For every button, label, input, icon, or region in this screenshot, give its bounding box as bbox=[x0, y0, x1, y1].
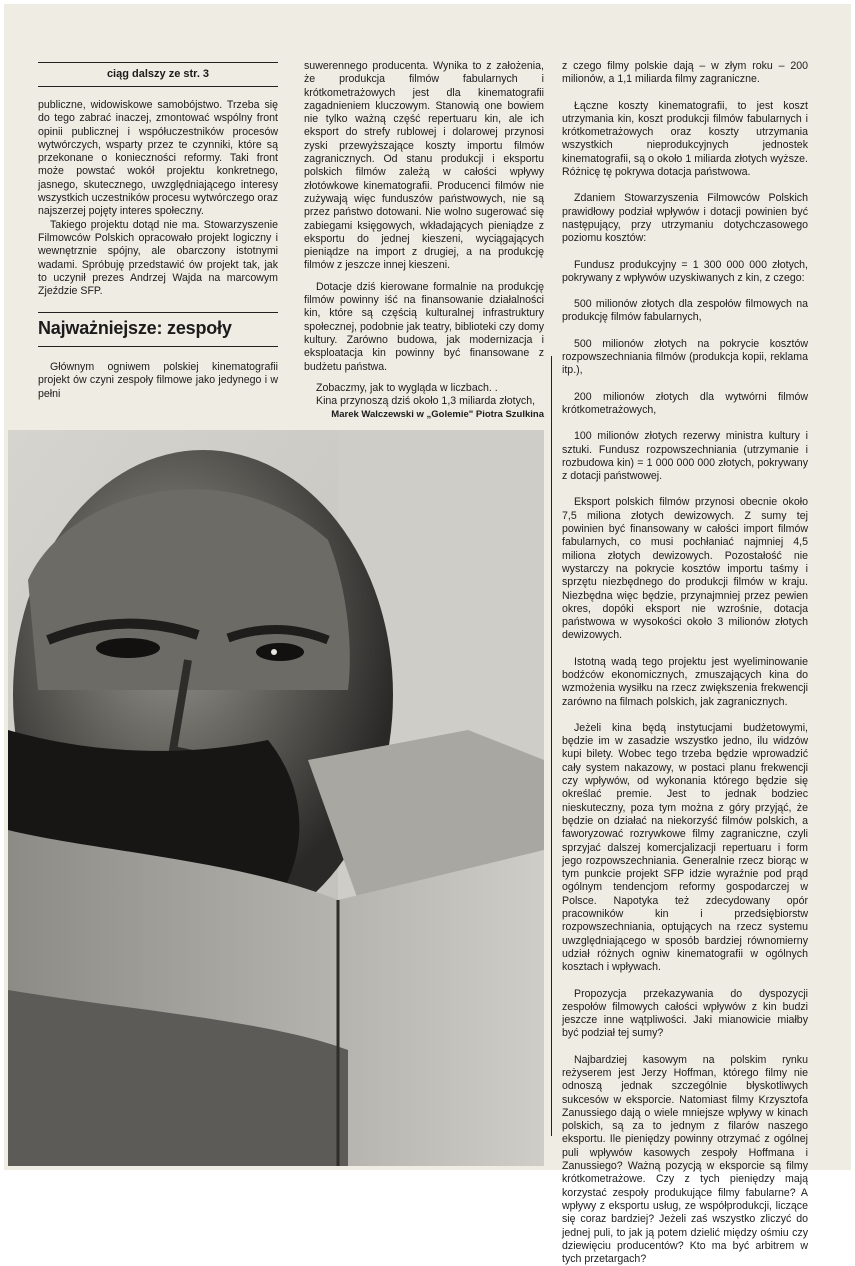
column-3 bbox=[562, 60, 808, 1266]
paragraph: Jeżeli kina będą instytucjami budżetowymi, będzie im w zasadzie wszystko jedno, ilu widzów kupi bilety. Wobec tego trzeba będzie wprowadzić cały system nakazowy, w postaci planu frekwencji czy wpływów, od wykonania którego będzie się określać premie. Jest to jednak bodziec nieskuteczny, poza tym można z góry przyjąć, że będzie on działać na niekorzyść filmów polskich, a faworyzować rozrywkowe filmy zagraniczne, czyli sprzyjać dalszej komercjalizacji repertuaru i form jego rozpowszechniania. Generalnie rzecz biorąc w tym punkcie projekt SFP idzie wyraźnie pod prąd ogólnym tendencjom reformy gospodarczej w Polsce. Napotyka też zdecydowany opór pracowników kin i przedsiębiorstw rozpowszechniania, optujących na rzecz systemu uwzględniającego w sposób bardziej równomierny udział różnych ogniw kinematografii w ogólnych kosztach i wpływach. bbox=[562, 721, 808, 974]
paragraph: Najbardziej kasowym na polskim rynku reżyserem jest Jerzy Hoffman, którego filmy nie odnoszą jednak szczególnie błyskotliwych sukcesów w eksporcie. Natomiast filmy Krzysztofa Zanussiego dają o wiele mniejsze wpływy w kinach polskich, są za to jednym z filarów naszego eksportu. Ile pieniędzy powinny otrzymać z ogólnej puli wpływów kasowych zespoły Hoffmana i Zanussiego? Ważną pozycją w eksporcie są filmy krótkometrażowe. Czy z tych pieniędzy mają korzystać zespoły produkujące filmy fabularne? A wpływy z eksportu usług, ze współprodukcji, liczące się coraz bardziej? Jeżeli zaś wszystko zliczyć do jednej puli, to jak ją potem dzielić między ośmiu czy dziewięciu producentów? Kto ma być arbitrem w tych przetargach? bbox=[562, 1053, 808, 1266]
heading-rule-top bbox=[38, 312, 278, 313]
paragraph: Łączne koszty kinematografii, to jest koszt utrzymania kin, koszt produkcji filmów fabularnych i krótkometrażowych oraz koszty utrzymania wszystkich nieprodukcyjnych jednostek kinematografii, są o około 1 miliarda złotych wyższe. Różnicę tę pokrywa dotacja państwowa. bbox=[562, 99, 808, 179]
column-1-lower bbox=[38, 361, 278, 401]
top-rule bbox=[38, 62, 278, 63]
paragraph: 500 milionów złotych na pokrycie kosztów rozpowszechniania filmów (produkcja kopii, reklama itp.), bbox=[562, 337, 808, 377]
paragraph: 100 milionów złotych rezerwy ministra kultury i sztuki. Fundusz rozpowszechniania (utrzymanie i rozbudowa kin) = 1 000 000 000 złotych, pokrywany z dotacji państwowej. bbox=[562, 430, 808, 483]
paragraph: z czego filmy polskie dają – w złym roku – 200 milionów, a 1,1 miliarda filmy zagraniczne. bbox=[562, 60, 808, 86]
paragraph: Kina przynoszą dziś około 1,3 miliarda złotych, bbox=[316, 395, 536, 408]
magazine-page bbox=[4, 4, 851, 1266]
column-1 bbox=[38, 99, 278, 298]
paragraph: Eksport polskich filmów przynosi obecnie około 7,5 miliona złotych dewizowych. Z sumy tej powinien być finansowany w całości import filmów fabularnych, co musi pochłaniać najmniej 4,5 miliona złotych dewizowych. Pozostałość nie wystarczy na pokrycie kosztów importu taśmy i sprzętu niezbędnego do produkcji filmów w kraju. Niezbędna więc będzie, przynajmniej przez pewien okres, dopóki eksport nie wzrośnie, dotacja państwowa w wysokości około 3 milionów złotych dewizowych. bbox=[562, 496, 808, 642]
paragraph: Zdaniem Stowarzyszenia Filmowców Polskich prawidłowy podział wpływów i dotacji powinien być następujący, przy utrzymaniu dotychczasowego poziomu kosztów: bbox=[562, 192, 808, 245]
continued-rule bbox=[38, 86, 278, 87]
paragraph: Propozycja przekazywania do dyspozycji zespołów filmowych całości wpływów z kin budzi jeszcze inne wątpliwości. Jaki mianowicie miałby być podział tej sumy? bbox=[562, 987, 808, 1040]
paragraph: publiczne, widowiskowe samobójstwo. Trzeba się do tego zabrać inaczej, zmontować wspólny front opinii publicznej i współuczestników procesów wytwórczych, wsparty przez te czynniki, które są przekonane o konieczności reformy. Taki front może powstać wokół projektu konkretnego, jasnego, skutecznego, uwzględniającego interesy wszystkich uczestników procesu wytwórczego oraz najszerzej pojęty interes społeczny. bbox=[38, 99, 278, 218]
paragraph: Istotną wadą tego projektu jest wyeliminowanie bodźców ekonomicznych, zmuszających kina do wzmożenia wysiłku na rzecz zwiększenia frekwencji zarówno na filmach polskich, jak zagranicznych. bbox=[562, 655, 808, 708]
section-heading: Najważniejsze: zespoły bbox=[38, 318, 232, 338]
paragraph: Zobaczmy, jak to wygląda w liczbach. . bbox=[316, 381, 498, 394]
paragraph: Fundusz produkcyjny = 1 300 000 000 złotych, pokrywany z wpływów uzyskiwanych z kin, z czego: bbox=[562, 258, 808, 284]
heading-rule-bottom bbox=[38, 346, 278, 347]
column-2 bbox=[304, 60, 544, 408]
paragraph: suwerennego producenta. Wynika to z założenia, że produkcja filmów fabularnych i krótkometrażowych jest dla kinematografii zagadnieniem kluczowym. Stanowią one bowiem nie tylko ważną część repertuaru kin, ale ich eksport do strefy rublowej i dolarowej przynosi zyski przewyższające koszty importu filmów zagranicznych. Od stanu produkcji i eksportu polskich filmów zależą w całości wpływy złotówkowe kinematografii. Producenci filmów nie zużywają więc funduszów państwowych, nie są przez państwo dotowani. Nie wolno sugerować się zabiegami księgowych, wkładających pieniądze z eksportu do jednej kieszeni, wyciągających pieniądze na import z drugiej, a na produkcję filmów z jeszcze innej kieszeni. bbox=[304, 60, 544, 272]
paragraph: Takiego projektu dotąd nie ma. Stowarzyszenie Filmowców Polskich opracowało projekt logiczny i wewnętrznie spójny, ale obarczony istotnymi wadami. Spróbuję przedstawić ów projekt tak, jak to uczynił prezes Andrzej Wajda na marcowym Zjeździe SFP. bbox=[38, 218, 278, 298]
column-separator bbox=[551, 356, 552, 1136]
continued-label: ciąg dalszy ze str. 3 bbox=[106, 68, 210, 80]
paragraph: 500 milionów złotych dla zespołów filmowych na produkcję filmów fabularnych, bbox=[562, 298, 808, 324]
paragraph: Dotacje dziś kierowane formalnie na produkcję filmów powinny iść na finansowanie działalności kin, które są częścią kulturalnej infrastruktury społecznej, podobnie jak teatry, biblioteki czy domy kultury. Zarówno budowa, jak modernizacja i eksploatacja kin powinny być finansowane z budżetu państwa. bbox=[304, 280, 544, 373]
portrait-photo bbox=[8, 430, 544, 1166]
paragraph: Głównym ogniwem polskiej kinematografii projekt ów czyni zespoły filmowe jako jedynego i w pełni bbox=[38, 361, 278, 400]
paragraph: 200 milionów złotych dla wytwórni filmów krótkometrażowych, bbox=[562, 390, 808, 416]
photo-caption: Marek Walczewski w „Golemie" Piotra Szulkina bbox=[331, 409, 544, 420]
